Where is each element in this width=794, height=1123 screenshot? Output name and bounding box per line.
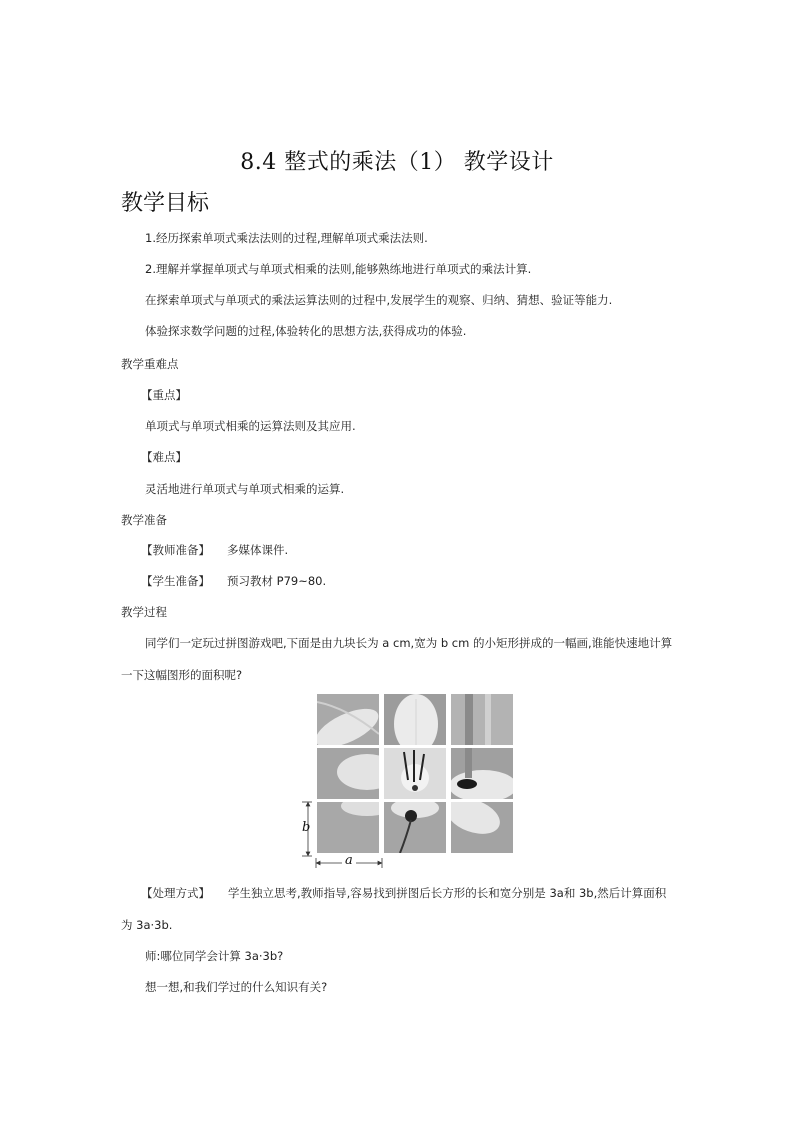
teacher-prep-label: 【教师准备】 — [141, 543, 210, 557]
objective-item-2: 2.理解并掌握单项式与单项式相乘的法则,能够熟练地进行单项式的乘法计算. — [145, 262, 532, 276]
objective-item-1: 1.经历探索单项式乘法法则的过程,理解单项式乘法法则. — [145, 231, 428, 245]
objective-item-4: 体验探求数学问题的过程,体验转化的思想方法,获得成功的体验. — [145, 324, 467, 338]
dimension-label-b: b — [302, 820, 311, 835]
student-prep-text: 预习教材 P79~80. — [227, 574, 327, 588]
preparation-heading: 教学准备 — [121, 513, 167, 527]
process-heading: 教学过程 — [121, 605, 167, 619]
key-points-heading: 教学重难点 — [121, 357, 179, 371]
question-1: 师:哪位同学会计算 3a·3b? — [145, 949, 284, 963]
puzzle-tile — [451, 694, 513, 745]
puzzle-tile — [451, 748, 513, 799]
page-title: 8.4 整式的乘法（1） 教学设计 — [240, 150, 554, 175]
objective-item-3: 在探索单项式与单项式的乘法运算法则的过程中,发展学生的观察、归纳、猜想、验证等能力. — [145, 293, 613, 307]
puzzle-tile — [384, 748, 446, 799]
difficulty-label: 【难点】 — [141, 450, 187, 464]
process-intro-line2: 一下这幅图形的面积呢? — [121, 668, 243, 682]
difficulty-text: 灵活地进行单项式与单项式相乘的运算. — [145, 482, 345, 496]
puzzle-tile — [317, 748, 379, 799]
method-line1: 学生独立思考,教师指导,容易找到拼图后长方形的长和宽分别是 3a和 3b,然后计算面积 — [228, 886, 667, 900]
puzzle-tile — [317, 802, 379, 853]
puzzle-tile — [451, 802, 513, 853]
teacher-prep-text: 多媒体课件. — [227, 543, 289, 557]
focus-text: 单项式与单项式相乘的运算法则及其应用. — [145, 419, 356, 433]
focus-label: 【重点】 — [141, 388, 187, 402]
method-line2: 为 3a·3b. — [121, 918, 173, 932]
puzzle-tile — [384, 802, 446, 853]
puzzle-tile — [384, 694, 446, 745]
student-prep-label: 【学生准备】 — [141, 574, 210, 588]
puzzle-figure — [300, 692, 522, 870]
dimension-label-a: a — [345, 853, 353, 868]
objectives-heading: 教学目标 — [121, 191, 210, 216]
question-2: 想一想,和我们学过的什么知识有关? — [145, 980, 328, 994]
puzzle-tile — [317, 694, 379, 745]
method-label: 【处理方式】 — [141, 886, 210, 900]
process-intro-line1: 同学们一定玩过拼图游戏吧,下面是由九块长为 a cm,宽为 b cm 的小矩形拼成的一幅画,谁能快速地计算 — [145, 636, 673, 650]
